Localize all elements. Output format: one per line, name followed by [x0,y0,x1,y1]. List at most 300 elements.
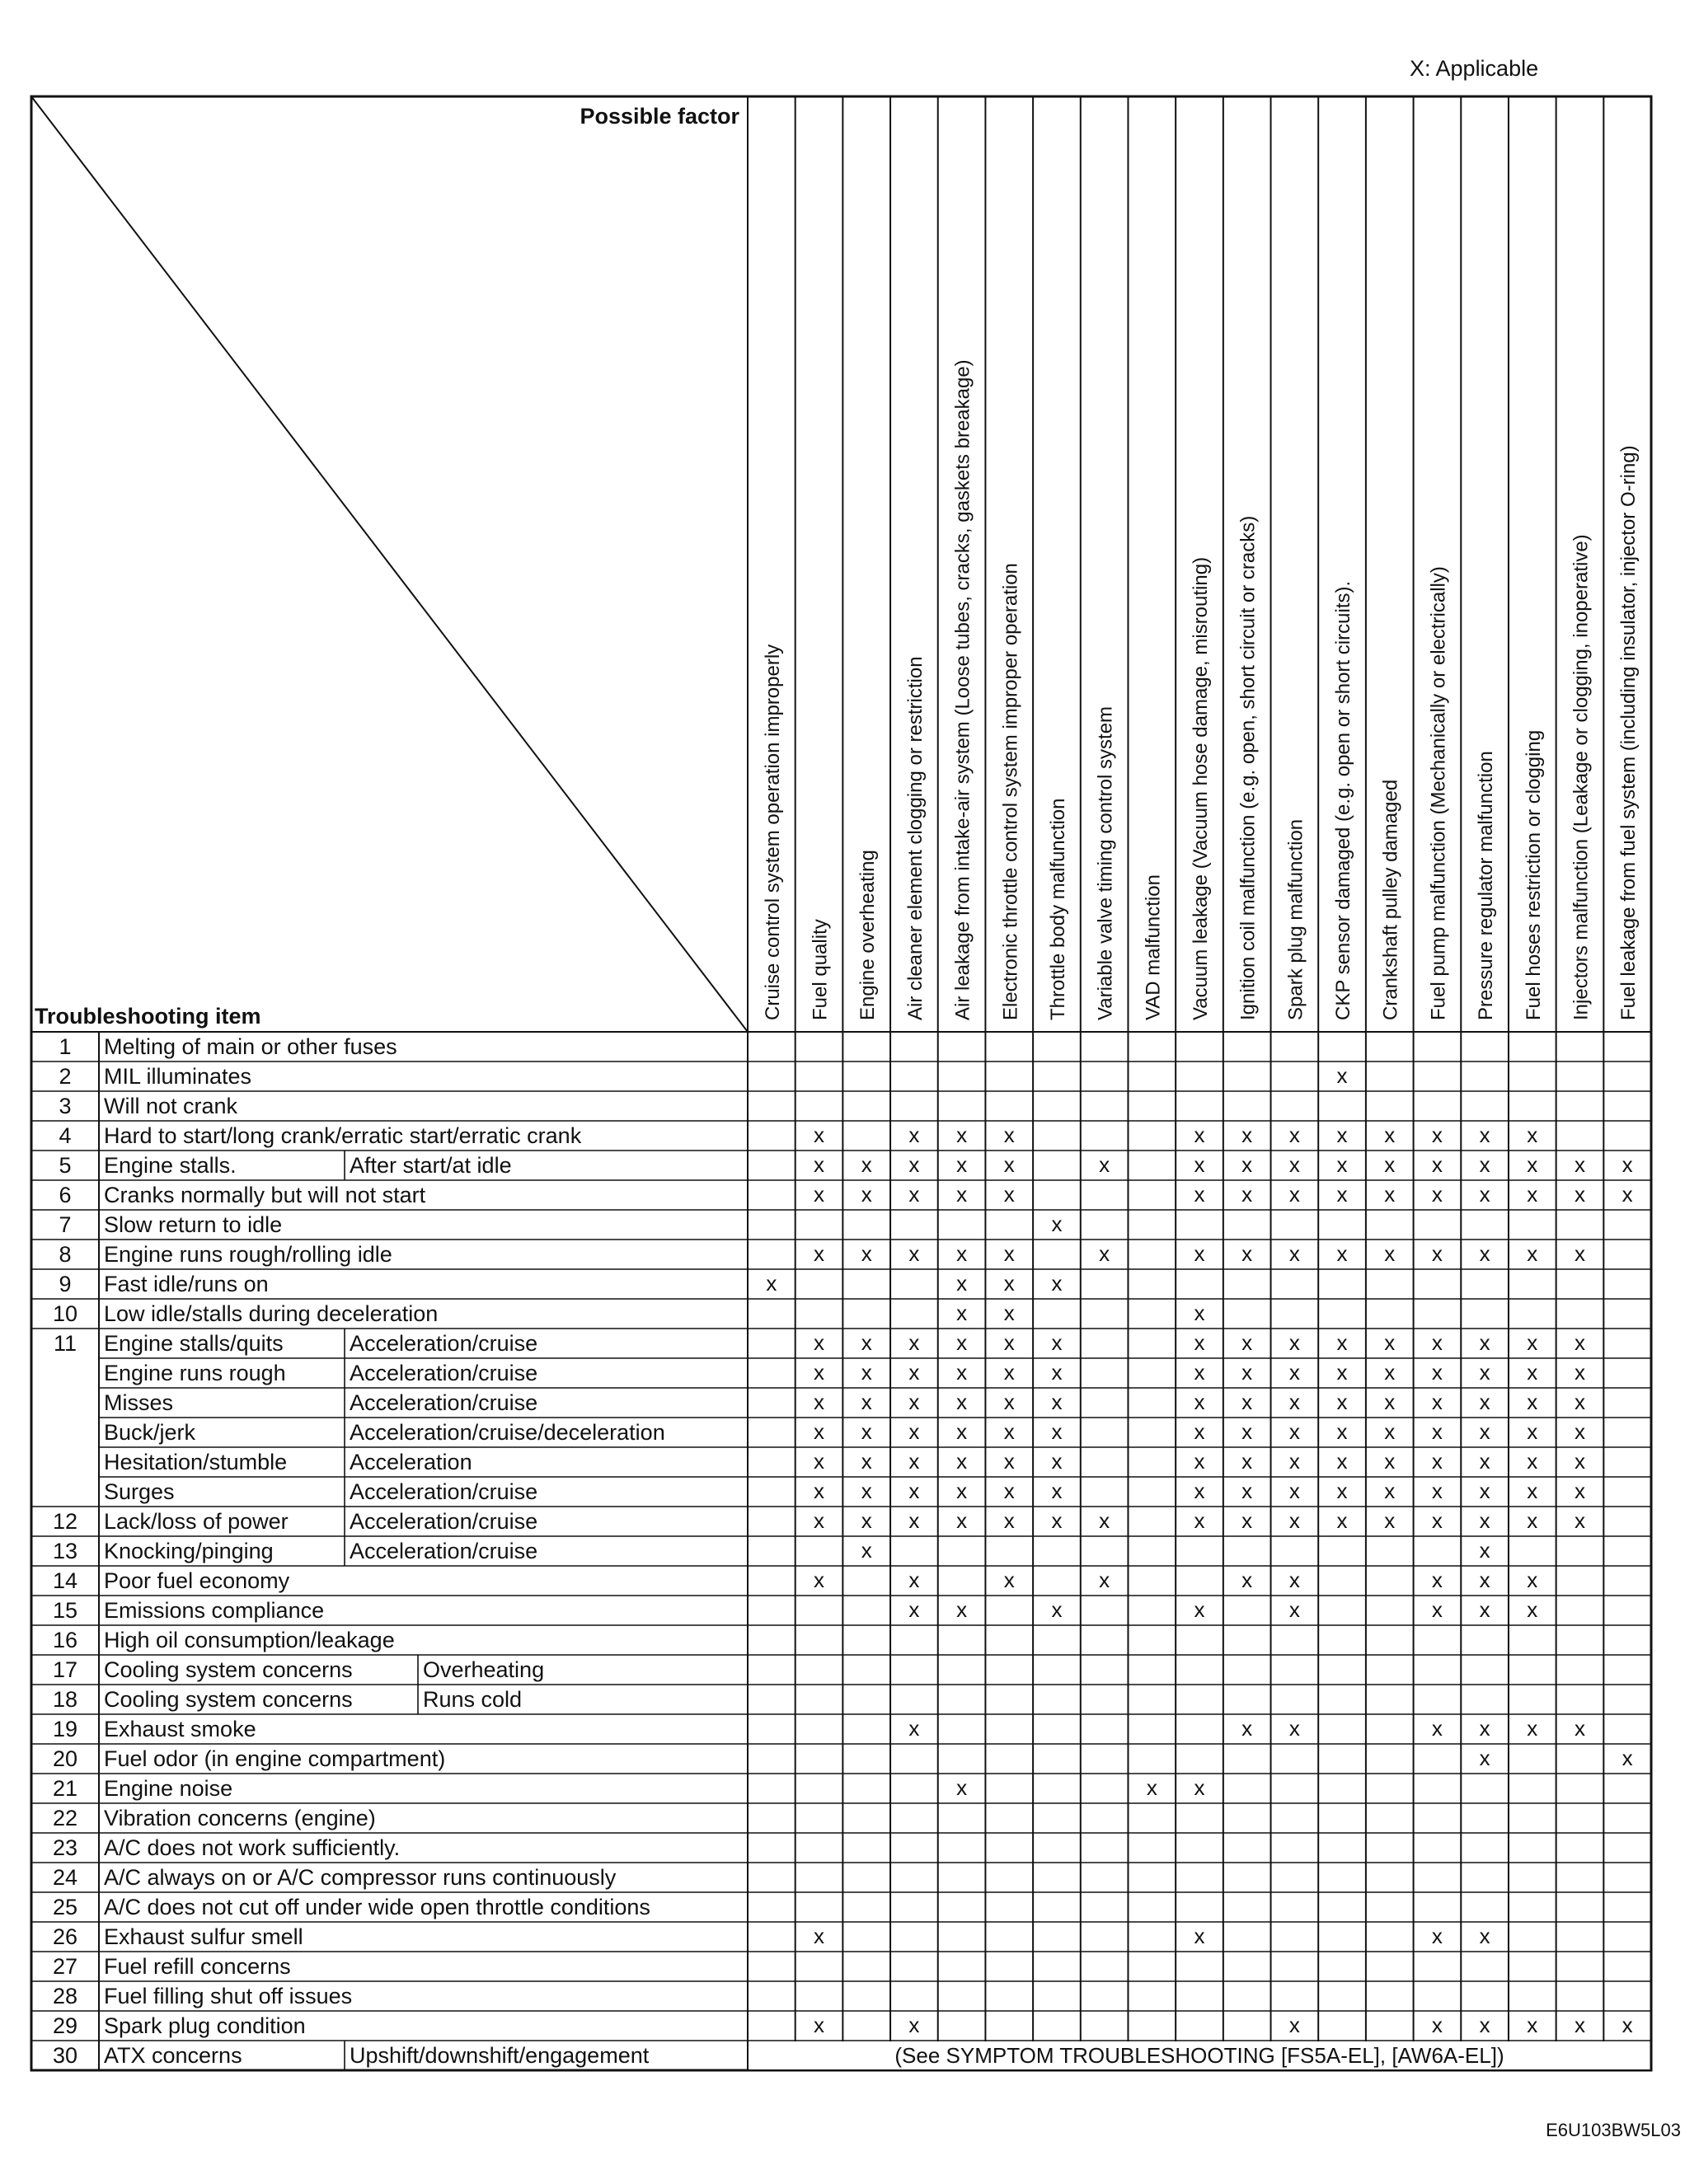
applicable-mark: x [861,1479,872,1503]
troubleshooting-item: Will not crank [104,1094,238,1118]
applicable-mark: x [1241,1152,1253,1177]
factor-header: Air leakage from intake-air system (Loose tubes, cracks, gaskets breakage) [951,359,974,1020]
applicable-mark: x [1003,1182,1015,1207]
row-number: 5 [59,1153,72,1178]
troubleshooting-item: Fast idle/runs on [104,1272,269,1296]
applicable-mark: x [1194,1924,1205,1948]
applicable-mark: x [956,1390,968,1414]
applicable-mark: x [1241,1390,1253,1414]
troubleshooting-item: Slow return to idle [104,1212,283,1237]
applicable-mark: x [1003,1271,1015,1296]
row-number: 25 [52,1895,78,1919]
applicable-mark: x [1051,1479,1063,1503]
applicable-mark: x [1479,1182,1490,1207]
applicable-mark: x [1574,1152,1585,1177]
condition-text: Acceleration/cruise/deceleration [350,1420,665,1445]
applicable-mark: x [1479,1330,1490,1355]
applicable-mark: x [1003,1568,1015,1592]
applicable-mark: x [814,1568,825,1592]
applicable-mark: x [1431,1597,1443,1622]
applicable-mark: x [814,2013,825,2037]
applicable-mark: x [908,1182,920,1207]
applicable-mark: x [1051,1508,1063,1533]
factor-header: CKP sensor damaged (e.g. open or short circuits). [1332,580,1355,1020]
factor-header: Spark plug malfunction [1284,818,1307,1020]
applicable-mark: x [1431,1924,1443,1948]
troubleshooting-item: Exhaust smoke [104,1717,256,1741]
row-number: 1 [59,1034,72,1059]
applicable-mark: x [1622,1152,1633,1177]
row-number: 21 [52,1776,78,1801]
applicable-mark: x [1574,1241,1585,1266]
applicable-mark: x [1194,1122,1205,1147]
condition-text: Runs cold [423,1687,523,1712]
troubleshooting-item: Lack/loss of power [104,1509,289,1534]
applicable-mark: x [1336,1152,1348,1177]
troubleshooting-item: Cooling system concerns [104,1687,353,1712]
applicable-mark: x [1288,1241,1300,1266]
troubleshooting-item: Hard to start/long crank/erratic start/erratic crank [104,1123,582,1148]
applicable-mark: x [1288,1182,1300,1207]
applicable-mark: x [1241,1419,1253,1444]
applicable-mark: x [908,1449,920,1474]
applicable-mark: x [1431,1330,1443,1355]
factor-header: Fuel quality [809,919,832,1020]
applicable-mark: x [1241,1122,1253,1147]
applicable-mark: x [956,1775,968,1800]
applicable-mark: x [1574,1716,1585,1741]
applicable-mark: x [1479,1241,1490,1266]
applicable-mark: x [1288,2013,1300,2037]
applicable-mark: x [1194,1775,1205,1800]
applicable-mark: x [1574,1449,1585,1474]
applicable-mark: x [908,1508,920,1533]
applicable-mark: x [1194,1479,1205,1503]
row-number: 6 [59,1183,72,1207]
applicable-mark: x [1527,1390,1538,1414]
applicable-mark: x [1527,1152,1538,1177]
factor-header: Fuel pump malfunction (Mechanically or electrically) [1427,566,1450,1020]
applicable-mark: x [908,1152,920,1177]
applicable-mark: x [1003,1241,1015,1266]
applicable-mark: x [1288,1390,1300,1414]
applicable-mark: x [1431,1479,1443,1503]
applicable-mark: x [908,1419,920,1444]
applicable-mark: x [861,1360,872,1385]
row-number: 3 [59,1094,72,1118]
applicable-mark: x [956,1152,968,1177]
applicable-mark: x [1384,1122,1396,1147]
troubleshooting-item: Engine stalls. [104,1153,237,1178]
applicable-mark: x [1003,1479,1015,1503]
troubleshooting-item: Cooling system concerns [104,1657,353,1682]
applicable-mark: x [908,1122,920,1147]
applicable-mark: x [1003,1449,1015,1474]
row-number: 2 [59,1064,72,1089]
applicable-mark: x [908,1568,920,1592]
troubleshooting-item: Cranks normally but will not start [104,1183,426,1207]
applicable-mark: x [1384,1508,1396,1533]
applicable-mark: x [1288,1419,1300,1444]
applicable-mark: x [1479,1390,1490,1414]
troubleshooting-item: A/C does not work sufficiently. [104,1835,401,1860]
row-number: 14 [52,1568,78,1593]
applicable-mark: x [814,1924,825,1948]
applicable-mark: x [1003,1301,1015,1325]
applicable-mark: x [956,1241,968,1266]
troubleshooting-item: Fuel odor (in engine compartment) [104,1746,446,1771]
condition-text: Acceleration [350,1450,472,1474]
row-number: 13 [52,1539,78,1563]
applicable-mark: x [1479,1508,1490,1533]
applicable-mark: x [1431,1419,1443,1444]
factor-header: Pressure regulator malfunction [1475,751,1498,1020]
applicable-mark: x [861,1241,872,1266]
applicable-mark: x [1384,1152,1396,1177]
condition-text: Acceleration/cruise [350,1479,538,1504]
applicable-mark: x [1241,1508,1253,1533]
condition-text: Acceleration/cruise [350,1331,538,1356]
applicable-mark: x [766,1271,777,1296]
applicable-mark: x [814,1152,825,1177]
applicable-mark: x [1384,1390,1396,1414]
troubleshooting-item: A/C always on or A/C compressor runs continuously [104,1865,617,1890]
applicable-mark: x [1194,1152,1205,1177]
applicable-mark: x [1051,1390,1063,1414]
applicable-mark: x [1479,1449,1490,1474]
applicable-mark: x [1527,1597,1538,1622]
applicable-mark: x [1479,1716,1490,1741]
row-number: 20 [52,1746,78,1771]
applicable-mark: x [908,1330,920,1355]
condition-text: Acceleration/cruise [350,1390,538,1415]
applicable-mark: x [1099,1508,1110,1533]
document-id: E6U103BW5L03 [1546,2120,1681,2140]
applicable-mark: x [1241,1479,1253,1503]
applicable-mark: x [1241,1241,1253,1266]
applicable-mark: x [1241,1330,1253,1355]
applicable-mark: x [1194,1182,1205,1207]
applicable-mark: x [956,1301,968,1325]
applicable-mark: x [956,1419,968,1444]
applicable-mark: x [1336,1449,1348,1474]
applicable-mark: x [1431,1122,1443,1147]
applicable-mark: x [908,1716,920,1741]
applicable-mark: x [1384,1360,1396,1385]
applicable-mark: x [956,1182,968,1207]
applicable-mark: x [1384,1241,1396,1266]
applicable-mark: x [1574,1182,1585,1207]
applicable-mark: x [1241,1449,1253,1474]
applicable-mark: x [1051,1419,1063,1444]
applicable-mark: x [814,1390,825,1414]
applicable-mark: x [1051,1449,1063,1474]
applicable-mark: x [1431,2013,1443,2037]
applicable-mark: x [1527,1419,1538,1444]
applicable-mark: x [1336,1241,1348,1266]
applicable-mark: x [1527,2013,1538,2037]
row-number: 7 [59,1212,72,1237]
applicable-mark: x [1574,1419,1585,1444]
applicable-mark: x [1431,1182,1443,1207]
applicable-mark: x [1431,1360,1443,1385]
troubleshooting-item: Melting of main or other fuses [104,1034,397,1059]
troubleshooting-item: Buck/jerk [104,1420,196,1445]
applicable-mark: x [1479,1479,1490,1503]
troubleshooting-item: Engine noise [104,1776,233,1801]
applicable-mark: x [908,1241,920,1266]
applicable-mark: x [861,1390,872,1414]
factor-header: Cruise control system operation improperly [761,644,784,1020]
troubleshooting-item: Vibration concerns (engine) [104,1806,376,1830]
applicable-mark: x [1241,1568,1253,1592]
troubleshooting-item: Engine runs rough/rolling idle [104,1242,392,1267]
troubleshooting-item: Engine runs rough [104,1361,286,1385]
applicable-mark: x [1194,1390,1205,1414]
applicable-mark: x [1431,1152,1443,1177]
applicable-mark: x [1194,1597,1205,1622]
row-number: 29 [52,2013,78,2038]
applicable-mark: x [1431,1241,1443,1266]
applicable-mark: x [1003,1508,1015,1533]
applicable-mark: x [1574,1508,1585,1533]
row-number: 17 [52,1657,78,1682]
applicable-mark: x [1384,1449,1396,1474]
condition-text: Acceleration/cruise [350,1539,538,1563]
factor-header: Fuel leakage from fuel system (including insulator, injector O-ring) [1617,445,1640,1020]
applicable-mark: x [1336,1508,1348,1533]
troubleshooting-item-header: Troubleshooting item [35,1004,261,1029]
applicable-mark: x [1527,1330,1538,1355]
applicable-mark: x [814,1449,825,1474]
applicable-mark: x [1479,1538,1490,1563]
applicable-mark: x [956,1271,968,1296]
applicable-mark: x [1574,1390,1585,1414]
applicable-mark: x [1431,1449,1443,1474]
row-number: 10 [52,1301,78,1326]
applicable-mark: x [814,1330,825,1355]
troubleshooting-item: Misses [104,1390,174,1415]
applicable-mark: x [1479,1746,1490,1770]
applicable-mark: x [1527,1568,1538,1592]
applicable-mark: x [1527,1360,1538,1385]
applicable-mark: x [956,1508,968,1533]
applicable-mark: x [1194,1241,1205,1266]
row-number: 19 [52,1717,78,1741]
troubleshooting-item: Engine stalls/quits [104,1331,284,1356]
troubleshooting-item: ATX concerns [104,2043,242,2068]
applicable-mark: x [908,1597,920,1622]
applicable-mark: x [1288,1479,1300,1503]
applicable-mark: x [1003,1360,1015,1385]
applicable-mark: x [1527,1479,1538,1503]
see-symptom-note: (See SYMPTOM TROUBLESHOOTING [FS5A-EL], [AW6A-EL]) [894,2043,1504,2068]
row-number: 27 [52,1954,78,1979]
row-number: 8 [59,1242,72,1267]
row-number: 11 [53,1331,77,1356]
applicable-mark: x [1003,1390,1015,1414]
applicable-mark: x [1479,1924,1490,1948]
applicable-mark: x [1384,1419,1396,1444]
applicable-mark: x [1622,1182,1633,1207]
applicable-mark: x [1574,1360,1585,1385]
applicable-mark: x [1384,1479,1396,1503]
factor-header: VAD malfunction [1142,874,1165,1020]
applicable-mark: x [1241,1716,1253,1741]
applicable-mark: x [956,1479,968,1503]
applicable-mark: x [814,1419,825,1444]
row-number: 16 [52,1628,78,1652]
applicable-mark: x [1527,1182,1538,1207]
troubleshooting-item: Spark plug condition [104,2013,306,2038]
applicable-mark: x [1288,1330,1300,1355]
factor-header: Ignition coil malfunction (e.g. open, short circuit or cracks) [1237,515,1260,1020]
row-number: 18 [52,1687,78,1712]
applicable-mark: x [1527,1508,1538,1533]
applicable-mark: x [1288,1568,1300,1592]
row-number: 26 [52,1924,78,1949]
applicable-mark: x [908,1479,920,1503]
applicable-mark: x [1336,1419,1348,1444]
row-number: 22 [52,1806,78,1830]
applicable-mark: x [1336,1182,1348,1207]
troubleshooting-item: Fuel refill concerns [104,1954,291,1979]
troubleshooting-item: Poor fuel economy [104,1568,290,1593]
applicable-mark: x [1003,1330,1015,1355]
applicable-mark: x [1622,1746,1633,1770]
row-number: 9 [59,1272,72,1296]
applicable-mark: x [1431,1508,1443,1533]
applicable-mark: x [1336,1330,1348,1355]
applicable-mark: x [1194,1330,1205,1355]
troubleshooting-item: High oil consumption/leakage [104,1628,395,1652]
applicable-mark: x [1051,1212,1063,1236]
applicable-mark: x [1622,2013,1633,2037]
condition-text: Acceleration/cruise [350,1361,538,1385]
row-number: 30 [52,2043,78,2068]
applicable-mark: x [1051,1271,1063,1296]
applicable-mark: x [1336,1390,1348,1414]
applicable-mark: x [814,1241,825,1266]
applicable-mark: x [1051,1597,1063,1622]
troubleshooting-item: Low idle/stalls during deceleration [104,1301,439,1326]
applicable-mark: x [1431,1390,1443,1414]
applicable-mark: x [1479,1360,1490,1385]
applicable-mark: x [956,1449,968,1474]
applicable-mark: x [1527,1241,1538,1266]
applicable-mark: x [1479,1122,1490,1147]
applicable-mark: x [1099,1568,1110,1592]
applicable-mark: x [814,1479,825,1503]
applicable-mark: x [1194,1301,1205,1325]
row-number: 23 [52,1835,78,1860]
applicable-mark: x [1288,1508,1300,1533]
factor-header: Throttle body malfunction [1046,798,1069,1020]
applicable-mark: x [1574,1479,1585,1503]
troubleshooting-item: Knocking/pinging [104,1539,274,1563]
applicable-mark: x [1336,1122,1348,1147]
factor-header: Electronic throttle control system improper operation [999,563,1022,1020]
applicable-mark: x [861,1538,872,1563]
applicable-mark: x [861,1152,872,1177]
applicable-mark: x [1479,1597,1490,1622]
troubleshooting-item: Emissions compliance [104,1598,325,1623]
applicable-mark: x [814,1122,825,1147]
applicable-mark: x [1288,1122,1300,1147]
applicable-mark: x [1384,1330,1396,1355]
applicable-mark: x [1527,1716,1538,1741]
applicable-mark: x [908,1360,920,1385]
applicable-mark: x [1051,1360,1063,1385]
applicable-mark: x [1288,1152,1300,1177]
condition-text: Upshift/downshift/engagement [350,2043,650,2068]
factor-header: Crankshaft pulley damaged [1379,779,1402,1020]
applicable-mark: x [1431,1716,1443,1741]
applicable-mark: x [1431,1568,1443,1592]
possible-factor-header: Possible factor [580,104,739,129]
applicable-mark: x [908,1390,920,1414]
applicable-mark: x [1146,1775,1157,1800]
applicable-mark: x [1479,1152,1490,1177]
factor-header: Engine overheating [857,850,880,1020]
applicable-mark: x [814,1508,825,1533]
applicable-mark: x [1194,1508,1205,1533]
applicable-mark: x [1574,1330,1585,1355]
row-number: 28 [52,1984,78,2008]
condition-text: Overheating [423,1657,545,1682]
applicable-mark: x [861,1508,872,1533]
applicable-mark: x [956,1360,968,1385]
troubleshooting-item: A/C does not cut off under wide open throttle conditions [104,1895,650,1919]
applicable-mark: x [956,1330,968,1355]
applicable-mark: x [1003,1122,1015,1147]
applicable-mark: x [1194,1449,1205,1474]
applicable-mark: x [1288,1597,1300,1622]
row-number: 4 [59,1123,72,1148]
troubleshooting-item: Exhaust sulfur smell [104,1924,303,1949]
applicable-mark: x [1099,1152,1110,1177]
applicable-mark: x [861,1419,872,1444]
applicable-mark: x [1288,1716,1300,1741]
condition-text: After start/at idle [350,1153,512,1178]
applicable-mark: x [1003,1419,1015,1444]
factor-header: Vacuum leakage (Vacuum hose damage, misrouting) [1190,556,1212,1020]
applicable-mark: x [1194,1419,1205,1444]
applicable-mark: x [1479,1419,1490,1444]
applicable-mark: x [1194,1360,1205,1385]
condition-text: Acceleration/cruise [350,1509,538,1534]
troubleshooting-item: MIL illuminates [104,1064,252,1089]
applicable-mark: x [814,1360,825,1385]
header-diagonal [31,96,748,1032]
applicable-mark: x [861,1449,872,1474]
applicable-mark: x [956,1597,968,1622]
applicable-mark: x [1288,1360,1300,1385]
applicable-mark: x [1288,1449,1300,1474]
applicable-mark: x [1051,1330,1063,1355]
applicable-mark: x [861,1182,872,1207]
applicable-mark: x [1527,1122,1538,1147]
row-number: 24 [52,1865,78,1890]
applicable-mark: x [1336,1063,1348,1088]
troubleshooting-item: Fuel filling shut off issues [104,1984,353,2008]
applicable-mark: x [1336,1360,1348,1385]
applicable-mark: x [956,1122,968,1147]
factor-header: Variable valve timing control system [1094,705,1117,1020]
troubleshooting-item: Hesitation/stumble [104,1450,288,1474]
factor-header: Injectors malfunction (Leakage or clogging, inoperative) [1570,534,1593,1020]
applicable-mark: x [1336,1479,1348,1503]
